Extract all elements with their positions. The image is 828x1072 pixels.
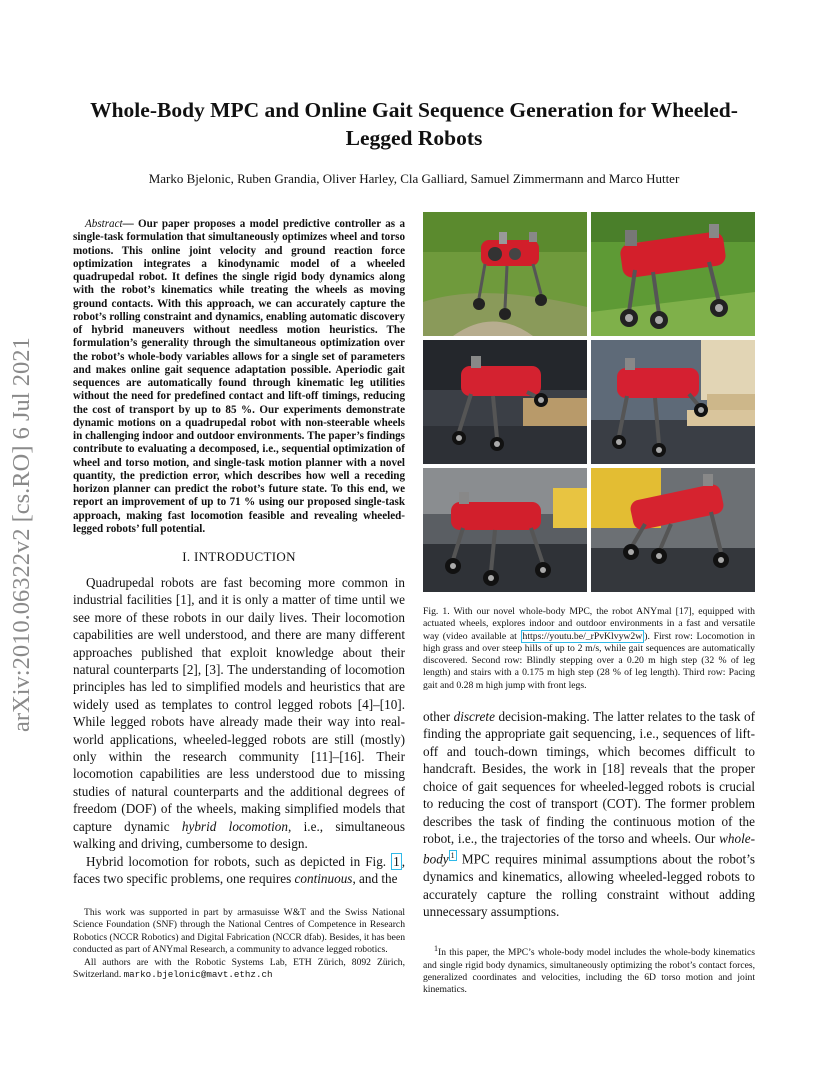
video-link[interactable]: https://youtu.be/_rPvKlvyw2w <box>522 630 643 642</box>
right-p-emphasis-1: discrete <box>453 709 495 725</box>
figure-1-photo-grid <box>423 212 755 592</box>
intro-p2-start: Hybrid locomotion for robots, such as depicted in Fig. <box>86 853 392 869</box>
right-p-start: other <box>423 709 454 725</box>
footnote-mark: 1 <box>434 944 438 953</box>
photo-grass-front <box>423 212 587 336</box>
abstract-text: — Our paper proposes a model predictive controller as a single-task formulation that simultaneously optimizes wheel and torso motions. This online joint velocity and ground reaction force optimization integrates a kinodynamic model of a wheeled quadrupedal robot. It defines the single rigid body dynamics along with the robot’s kinematics while treating the wheels as moving ground contacts. With this approach, we can accurately capture the robot’s rolling constraint and dynamics, enabling automatic discovery of hybrid maneuvers without needless motion heuristics. The formulation’s generality through the simultaneous optimization over the robot’s whole-body variables allows for a single set of parameters and makes online gait sequence adaptation possible. Aperiodic gait sequences are automatically found through kinematic leg utilities without the need for predefined contact and lift-off timings, reducing the cost of transport by up to 85 %. Our experiments demonstrate dynamic motions on a quadrupedal robot with non-steerable wheels in challenging indoor and outdoor environments. The paper’s findings contribute to evaluating a decomposed, i.e., sequential optimization of wheel and torso motion, and single-task motion planner with a novel quantity, the prediction error, which describes how well a receding horizon planner can predict the robot’s future state. To this end, we report an improvement of up to 71 % using our proposed single-task approach, making fast locomotion feasible and revealing wheeled-legged robots’ full potential. <box>73 218 405 535</box>
footnotes-left <box>73 907 405 981</box>
right-paragraph <box>423 708 755 920</box>
intro-paragraph-1 <box>73 574 405 853</box>
intro-p2-emphasis: continuous <box>294 870 353 886</box>
right-p-mid: decision-making. The latter relates to the task of finding the appropriate gait sequencing, i.e., sequences of lift-off and touch-down timings, which becomes difficult to handcraft. Besides, the work in [18] reveals that the proper choice of gait sequences for wheeled-legged robots is crucial to reducing the cost of transport (COT). The former problem describes the task of finding the continuous motion of the robot, i.e., the trajectories of the torso and wheels. Our <box>423 709 755 846</box>
affiliation-text: All authors are with the Robotic Systems Lab, ETH Zürich, 8092 Zürich, Switzerland. <box>73 956 405 981</box>
right-column <box>423 212 755 920</box>
footnote-text: In this paper, the MPC’s whole-body model includes the whole-body kinematics and single rigid body dynamics, simultaneously optimizing the robot’s contact forces, generalized coordinates and velocities, including the 6D torso motion and joint kinematics. <box>423 947 755 996</box>
paper-title: Whole-Body MPC and Online Gait Sequence Generation for Wheeled-Legged Robots <box>90 98 738 150</box>
section-heading-introduction: I. INTRODUCTION <box>182 549 296 564</box>
right-body-text <box>423 708 755 920</box>
intro-paragraph-2 <box>73 853 405 888</box>
funding-footnote: This work was supported in part by armasuisse W&T and the Swiss National Science Foundation (SNF) through the National Centres of Competence in Research Robotics (NCCR Robotics) and Digital Fabrication (NCCR dfab). Besides, it has been conducted as part of ANYmal Research, a community to advance legged robotics. <box>73 907 405 956</box>
intro-p1-emphasis: hybrid locomotion <box>181 818 288 834</box>
author-email: marko.bjelonic@mavt.ethz.ch <box>123 969 273 981</box>
caption-text-end: ). First row: Locomotion in high grass and over steep hills of up to 2 m/s, while gait sequences are automatically discovered. Second row: Blindly stepping over a 0.20 m high step (32 % of leg length) and stairs with a 0.175 m high step (28 % of leg length). Third row: Pacing gait and 0.28 m high jump with front legs. <box>423 630 756 691</box>
whole-body-footnote <box>423 943 755 997</box>
figure-reference-link[interactable]: 1 <box>393 853 400 869</box>
photo-front-jump <box>591 468 755 592</box>
right-p-end: MPC requires minimal assumptions about the robot’s dynamics and kinematics, allowing wheeled-legged robots to accurately capture the rolling constraint without adding unnecessary assumptions. <box>423 851 755 919</box>
figure-1-caption <box>423 606 755 692</box>
intro-p2-end: , and the <box>352 870 398 886</box>
photo-grass-side <box>591 212 755 336</box>
right-p-emphasis-2: whole-body <box>423 830 755 867</box>
left-column <box>73 218 405 887</box>
arxiv-identifier: arXiv:2010.06322v2 [cs.RO] 6 Jul 2021 <box>8 337 35 733</box>
photo-pacing-gait <box>423 468 587 592</box>
footnotes-right <box>423 943 755 997</box>
intro-p1-end: , i.e., simultaneous walking and driving, cumbersome to design. <box>73 818 405 852</box>
affiliation-footnote <box>73 957 405 982</box>
photo-indoor-step <box>423 340 587 464</box>
footnote-reference-link[interactable]: 1 <box>450 851 455 861</box>
abstract-label: Abstract <box>85 218 123 230</box>
author-list: Marko Bjelonic, Ruben Grandia, Oliver Harley, Cla Galliard, Samuel Zimmermann and Marco Hutter <box>148 171 680 186</box>
photo-indoor-stairs <box>591 340 755 464</box>
intro-p1-text: Quadrupedal robots are fast becoming more common in industrial facilities [1], and it is only a matter of time until we see more of these robots in our daily lives. Their locomotion capabilities are well understood, and there are many different approaches published that exploit knowledge about their natural counterparts [2], [3]. The understanding of locomotion principles has led to simplified models and heuristics that are widely used as templates to control legged robots [4]–[10]. While legged robots have already made their way into real-world applications, wheeled-legged robots are still (mostly) only within the research community [11]–[16]. Their locomotion capabilities are less understood due to missing studies of natural counterparts and the additional degrees of freedom (DOF) of the wheels, making simplified models that capture dynamic <box>73 575 405 834</box>
caption-text-start: Fig. 1. With our novel whole-body MPC, the robot ANYmal [17], equipped with actuated wheels, explores indoor and outdoor environments in a fast and versatile way (video available at <box>423 606 755 642</box>
abstract <box>73 218 405 536</box>
intro-p2-mid: , faces two specific problems, one requires <box>73 853 405 886</box>
